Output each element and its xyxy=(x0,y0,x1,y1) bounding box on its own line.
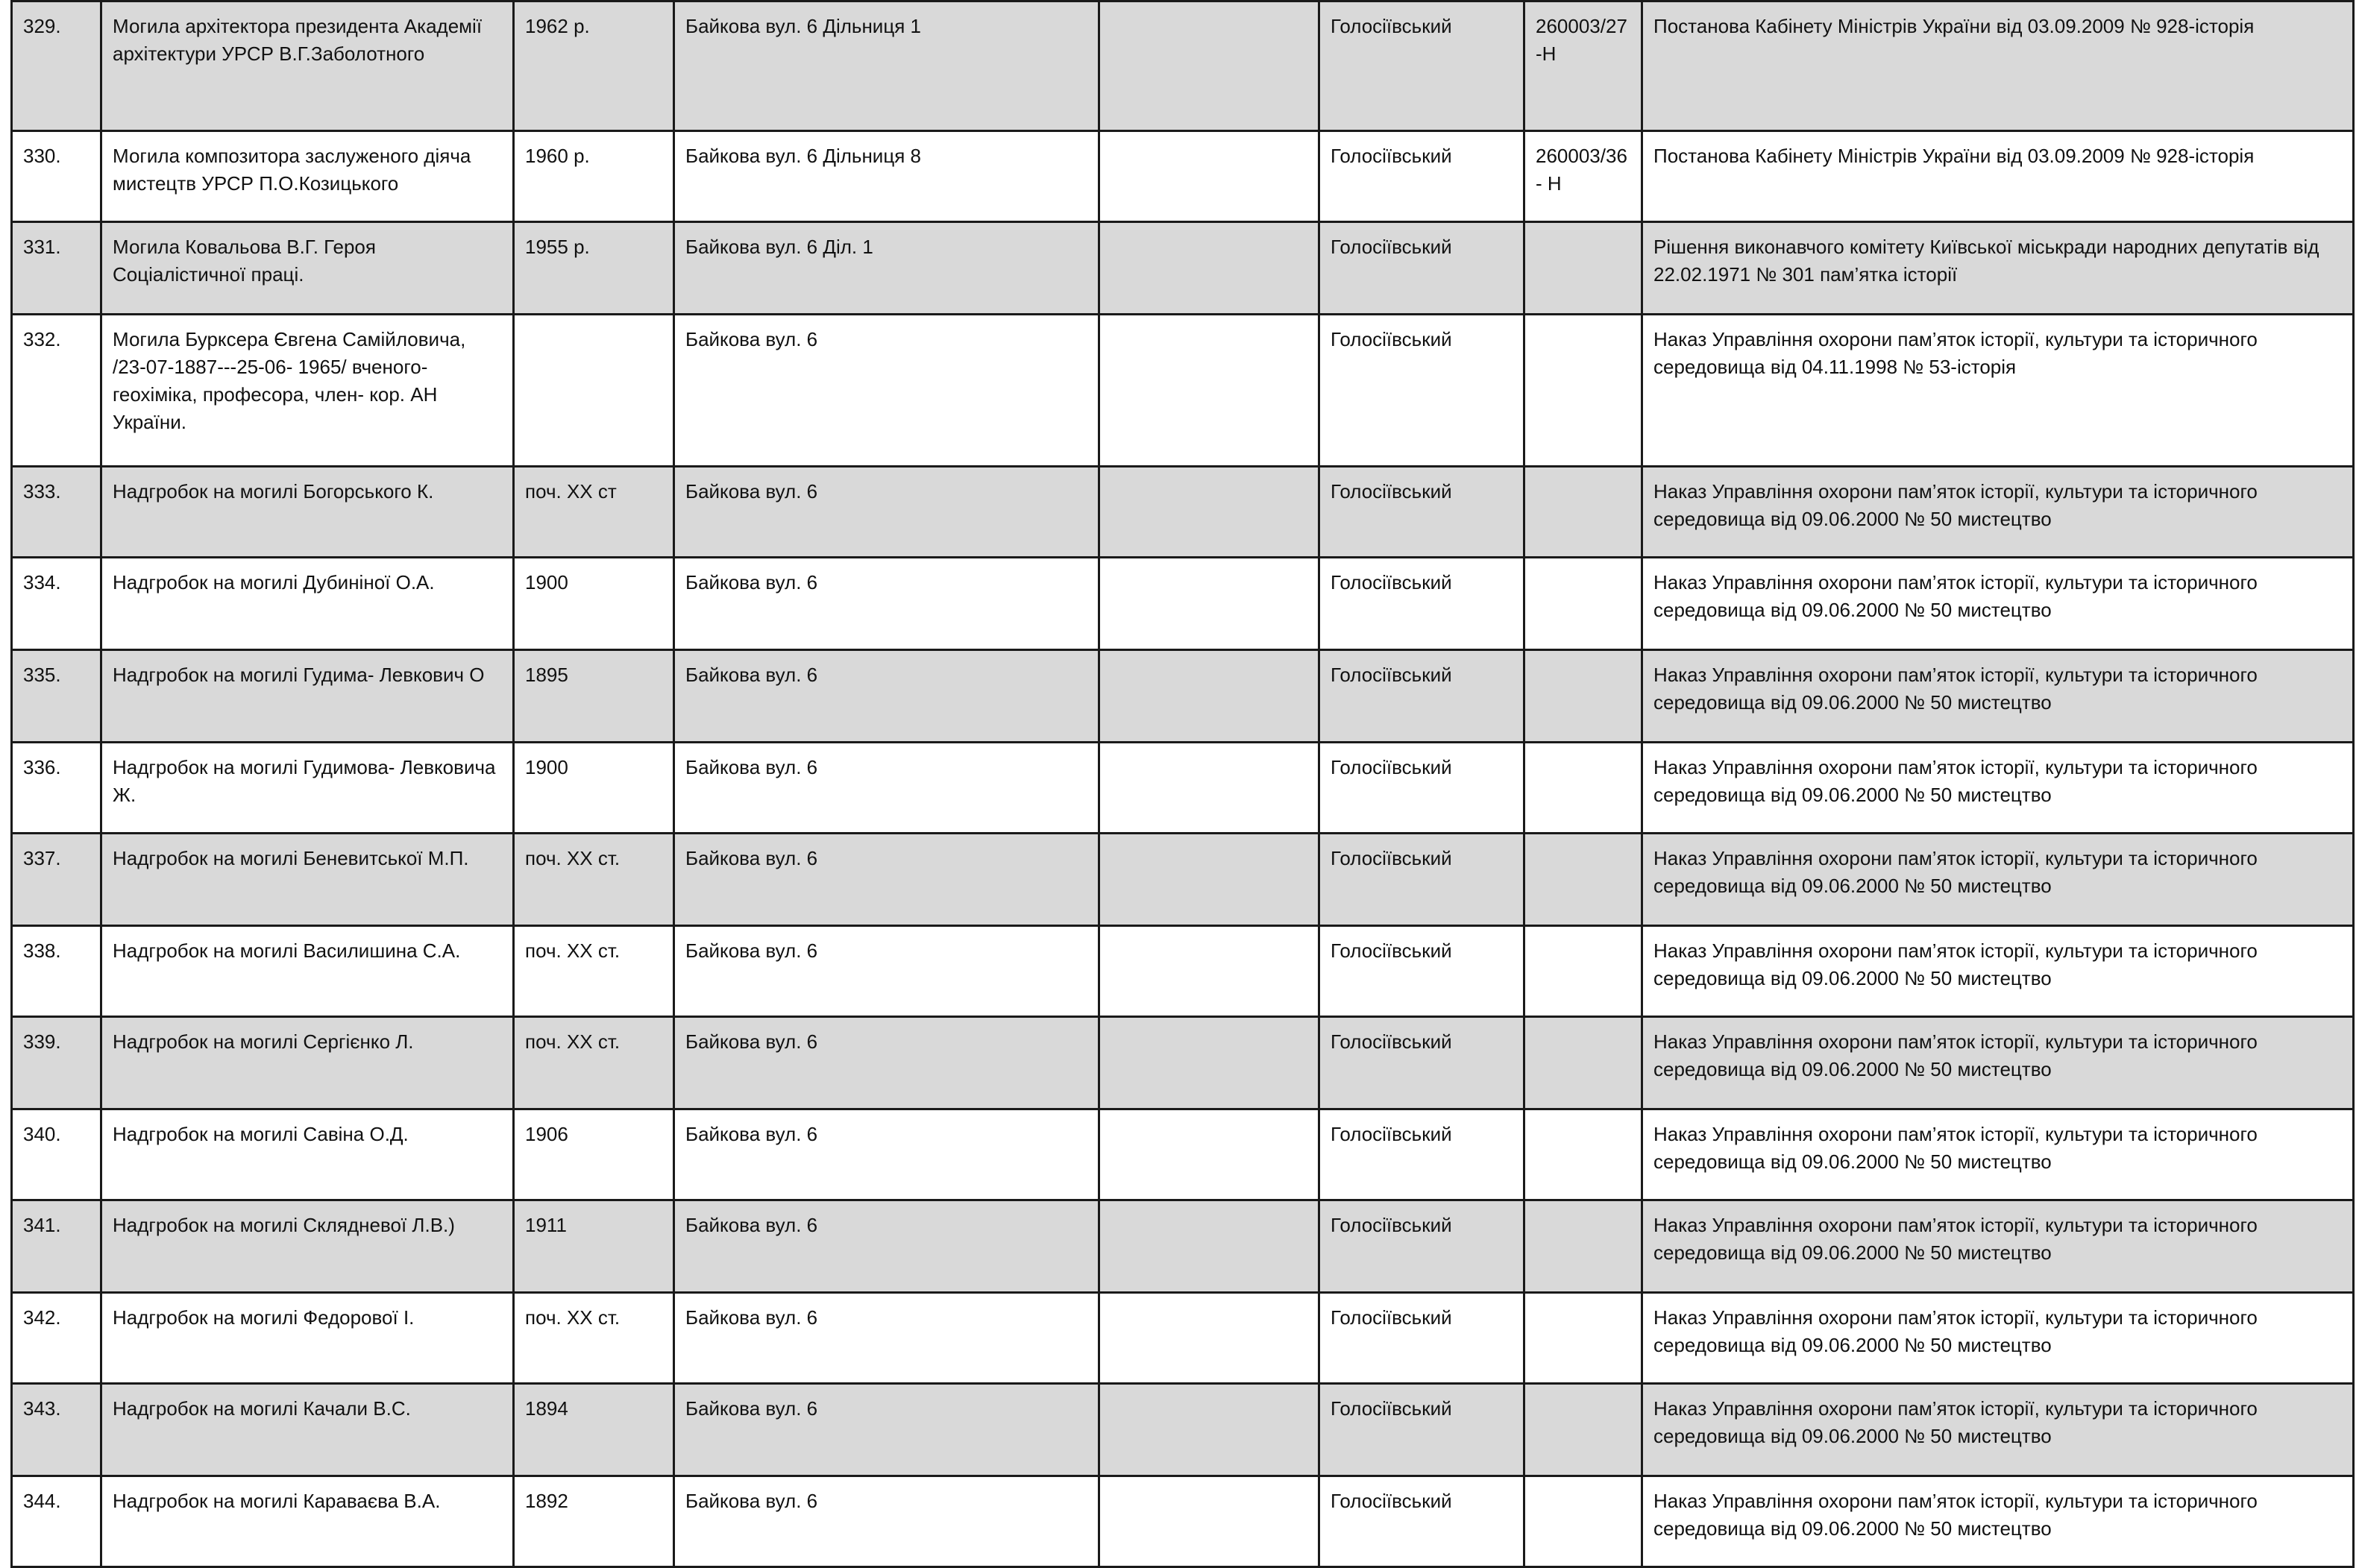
blank-cell xyxy=(1099,1017,1319,1109)
blank-cell xyxy=(1099,315,1319,467)
date-cell xyxy=(514,315,674,467)
address-cell: Байкова вул. 6 xyxy=(674,650,1099,743)
protection-code-cell xyxy=(1524,558,1642,650)
object-name-cell: Могила Ковальова В.Г. Героя Соціалістичної праці. xyxy=(101,222,514,315)
date-cell: 1955 р. xyxy=(514,222,674,315)
table-row xyxy=(12,558,2354,650)
row-number-cell: 334. xyxy=(12,558,101,650)
date-cell: поч. ХХ ст. xyxy=(514,1293,674,1384)
registry-body xyxy=(12,1,2354,1567)
table-row xyxy=(12,315,2354,467)
protection-code-cell: 260003/27-Н xyxy=(1524,1,1642,131)
legal-document-cell: Наказ Управління охорони пам’яток історії, культури та історичного середовища від 04.11.1998 № 53-історія xyxy=(1642,315,2354,467)
address-cell: Байкова вул. 6 xyxy=(674,1384,1099,1476)
row-number-cell: 332. xyxy=(12,315,101,467)
date-cell: 1900 xyxy=(514,558,674,650)
object-name-cell: Надгробок на могилі Дубиніної О.А. xyxy=(101,558,514,650)
date-cell: 1892 xyxy=(514,1476,674,1567)
object-name-cell: Надгробок на могилі Беневитської М.П. xyxy=(101,834,514,926)
address-cell: Байкова вул. 6 Дільниця 8 xyxy=(674,131,1099,222)
blank-cell xyxy=(1099,1384,1319,1476)
district-cell: Голосіївський xyxy=(1319,926,1524,1017)
legal-document-cell: Наказ Управління охорони пам’яток історії, культури та історичного середовища від 09.06.2000 № 50 мистецтво xyxy=(1642,467,2354,558)
protection-code-cell xyxy=(1524,1384,1642,1476)
table-row xyxy=(12,131,2354,222)
object-name-cell: Надгробок на могилі Федорової І. xyxy=(101,1293,514,1384)
protection-code-cell xyxy=(1524,1476,1642,1567)
legal-document-cell: Наказ Управління охорони пам’яток історії, культури та історичного середовища від 09.06.2000 № 50 мистецтво xyxy=(1642,1109,2354,1200)
protection-code-cell xyxy=(1524,315,1642,467)
address-cell: Байкова вул. 6 Діл. 1 xyxy=(674,222,1099,315)
legal-document-cell: Наказ Управління охорони пам’яток історії, культури та історичного середовища від 09.06.2000 № 50 мистецтво xyxy=(1642,834,2354,926)
address-cell: Байкова вул. 6 xyxy=(674,743,1099,834)
blank-cell xyxy=(1099,1,1319,131)
object-name-cell: Надгробок на могилі Богорського К. xyxy=(101,467,514,558)
object-name-cell: Надгробок на могилі Гудима- Левкович О xyxy=(101,650,514,743)
row-number-cell: 336. xyxy=(12,743,101,834)
legal-document-cell: Наказ Управління охорони пам’яток історії, культури та історичного середовища від 09.06.2000 № 50 мистецтво xyxy=(1642,1017,2354,1109)
blank-cell xyxy=(1099,222,1319,315)
district-cell: Голосіївський xyxy=(1319,1293,1524,1384)
protection-code-cell xyxy=(1524,834,1642,926)
address-cell: Байкова вул. 6 xyxy=(674,926,1099,1017)
object-name-cell: Надгробок на могилі Качали В.С. xyxy=(101,1384,514,1476)
date-cell: 1962 р. xyxy=(514,1,674,131)
blank-cell xyxy=(1099,926,1319,1017)
object-name-cell: Надгробок на могилі Склядневої Л.В.) xyxy=(101,1200,514,1293)
legal-document-cell: Рішення виконавчого комітету Київської міськради народних депутатів від 22.02.1971 № 301 пам’ятка історії xyxy=(1642,222,2354,315)
address-cell: Байкова вул. 6 xyxy=(674,558,1099,650)
blank-cell xyxy=(1099,131,1319,222)
blank-cell xyxy=(1099,650,1319,743)
address-cell: Байкова вул. 6 xyxy=(674,1200,1099,1293)
district-cell: Голосіївський xyxy=(1319,743,1524,834)
district-cell: Голосіївський xyxy=(1319,315,1524,467)
date-cell: 1911 xyxy=(514,1200,674,1293)
district-cell: Голосіївський xyxy=(1319,1476,1524,1567)
address-cell: Байкова вул. 6 xyxy=(674,1476,1099,1567)
object-name-cell: Могила Бурксера Євгена Самійловича, /23-07-1887---25-06- 1965/ вченого-геохіміка, професора, член- кор. АН України. xyxy=(101,315,514,467)
district-cell: Голосіївський xyxy=(1319,467,1524,558)
protection-code-cell: 260003/36- Н xyxy=(1524,131,1642,222)
row-number-cell: 341. xyxy=(12,1200,101,1293)
blank-cell xyxy=(1099,1200,1319,1293)
district-cell: Голосіївський xyxy=(1319,834,1524,926)
table-row xyxy=(12,1017,2354,1109)
address-cell: Байкова вул. 6 xyxy=(674,1109,1099,1200)
date-cell: 1894 xyxy=(514,1384,674,1476)
table-row xyxy=(12,1476,2354,1567)
row-number-cell: 335. xyxy=(12,650,101,743)
date-cell: 1960 р. xyxy=(514,131,674,222)
object-name-cell: Надгробок на могилі Василишина С.А. xyxy=(101,926,514,1017)
row-number-cell: 331. xyxy=(12,222,101,315)
protection-code-cell xyxy=(1524,743,1642,834)
protection-code-cell xyxy=(1524,222,1642,315)
date-cell: поч. ХХ ст xyxy=(514,467,674,558)
row-number-cell: 329. xyxy=(12,1,101,131)
legal-document-cell: Постанова Кабінету Міністрів України від 03.09.2009 № 928-історія xyxy=(1642,1,2354,131)
date-cell: 1906 xyxy=(514,1109,674,1200)
table-row xyxy=(12,926,2354,1017)
row-number-cell: 344. xyxy=(12,1476,101,1567)
table-row xyxy=(12,1109,2354,1200)
protection-code-cell xyxy=(1524,1293,1642,1384)
object-name-cell: Могила композитора заслуженого діяча мистецтв УРСР П.О.Козицького xyxy=(101,131,514,222)
table-row xyxy=(12,650,2354,743)
district-cell: Голосіївський xyxy=(1319,1,1524,131)
protection-code-cell xyxy=(1524,467,1642,558)
object-name-cell: Надгробок на могилі Гудимова- Левковича Ж. xyxy=(101,743,514,834)
row-number-cell: 340. xyxy=(12,1109,101,1200)
date-cell: 1895 xyxy=(514,650,674,743)
protection-code-cell xyxy=(1524,926,1642,1017)
row-number-cell: 330. xyxy=(12,131,101,222)
monuments-registry-table xyxy=(10,0,2355,1568)
blank-cell xyxy=(1099,558,1319,650)
district-cell: Голосіївський xyxy=(1319,131,1524,222)
blank-cell xyxy=(1099,834,1319,926)
table-row xyxy=(12,743,2354,834)
date-cell: поч. ХХ ст. xyxy=(514,1017,674,1109)
district-cell: Голосіївський xyxy=(1319,1200,1524,1293)
blank-cell xyxy=(1099,743,1319,834)
protection-code-cell xyxy=(1524,1017,1642,1109)
legal-document-cell: Наказ Управління охорони пам’яток історії, культури та історичного середовища від 09.06.2000 № 50 мистецтво xyxy=(1642,926,2354,1017)
district-cell: Голосіївський xyxy=(1319,1109,1524,1200)
table-row xyxy=(12,467,2354,558)
table-row xyxy=(12,222,2354,315)
legal-document-cell: Наказ Управління охорони пам’яток історії, культури та історичного середовища від 09.06.2000 № 50 мистецтво xyxy=(1642,1476,2354,1567)
blank-cell xyxy=(1099,1109,1319,1200)
table-row xyxy=(12,1,2354,131)
legal-document-cell: Наказ Управління охорони пам’яток історії, культури та історичного середовища від 09.06.2000 № 50 мистецтво xyxy=(1642,1200,2354,1293)
date-cell: поч. ХХ ст. xyxy=(514,926,674,1017)
table-row xyxy=(12,1293,2354,1384)
row-number-cell: 339. xyxy=(12,1017,101,1109)
object-name-cell: Могила архітектора президента Академії архітектури УРСР В.Г.Заболотного xyxy=(101,1,514,131)
address-cell: Байкова вул. 6 xyxy=(674,315,1099,467)
address-cell: Байкова вул. 6 xyxy=(674,834,1099,926)
object-name-cell: Надгробок на могилі Савіна О.Д. xyxy=(101,1109,514,1200)
row-number-cell: 343. xyxy=(12,1384,101,1476)
protection-code-cell xyxy=(1524,1109,1642,1200)
blank-cell xyxy=(1099,1293,1319,1384)
table-row xyxy=(12,1200,2354,1293)
protection-code-cell xyxy=(1524,650,1642,743)
object-name-cell: Надгробок на могилі Караваєва В.А. xyxy=(101,1476,514,1567)
blank-cell xyxy=(1099,467,1319,558)
district-cell: Голосіївський xyxy=(1319,222,1524,315)
legal-document-cell: Наказ Управління охорони пам’яток історії, культури та історичного середовища від 09.06.2000 № 50 мистецтво xyxy=(1642,558,2354,650)
address-cell: Байкова вул. 6 xyxy=(674,1017,1099,1109)
legal-document-cell: Наказ Управління охорони пам’яток історії, культури та історичного середовища від 09.06.2000 № 50 мистецтво xyxy=(1642,1384,2354,1476)
row-number-cell: 337. xyxy=(12,834,101,926)
row-number-cell: 342. xyxy=(12,1293,101,1384)
object-name-cell: Надгробок на могилі Сергієнко Л. xyxy=(101,1017,514,1109)
date-cell: 1900 xyxy=(514,743,674,834)
district-cell: Голосіївський xyxy=(1319,1384,1524,1476)
legal-document-cell: Наказ Управління охорони пам’яток історії, культури та історичного середовища від 09.06.2000 № 50 мистецтво xyxy=(1642,1293,2354,1384)
address-cell: Байкова вул. 6 Дільниця 1 xyxy=(674,1,1099,131)
district-cell: Голосіївський xyxy=(1319,650,1524,743)
row-number-cell: 338. xyxy=(12,926,101,1017)
address-cell: Байкова вул. 6 xyxy=(674,1293,1099,1384)
date-cell: поч. ХХ ст. xyxy=(514,834,674,926)
address-cell: Байкова вул. 6 xyxy=(674,467,1099,558)
district-cell: Голосіївський xyxy=(1319,558,1524,650)
table-row xyxy=(12,834,2354,926)
table-row xyxy=(12,1384,2354,1476)
legal-document-cell: Наказ Управління охорони пам’яток історії, культури та історичного середовища від 09.06.2000 № 50 мистецтво xyxy=(1642,743,2354,834)
district-cell: Голосіївський xyxy=(1319,1017,1524,1109)
protection-code-cell xyxy=(1524,1200,1642,1293)
legal-document-cell: Постанова Кабінету Міністрів України від 03.09.2009 № 928-історія xyxy=(1642,131,2354,222)
row-number-cell: 333. xyxy=(12,467,101,558)
legal-document-cell: Наказ Управління охорони пам’яток історії, культури та історичного середовища від 09.06.2000 № 50 мистецтво xyxy=(1642,650,2354,743)
blank-cell xyxy=(1099,1476,1319,1567)
